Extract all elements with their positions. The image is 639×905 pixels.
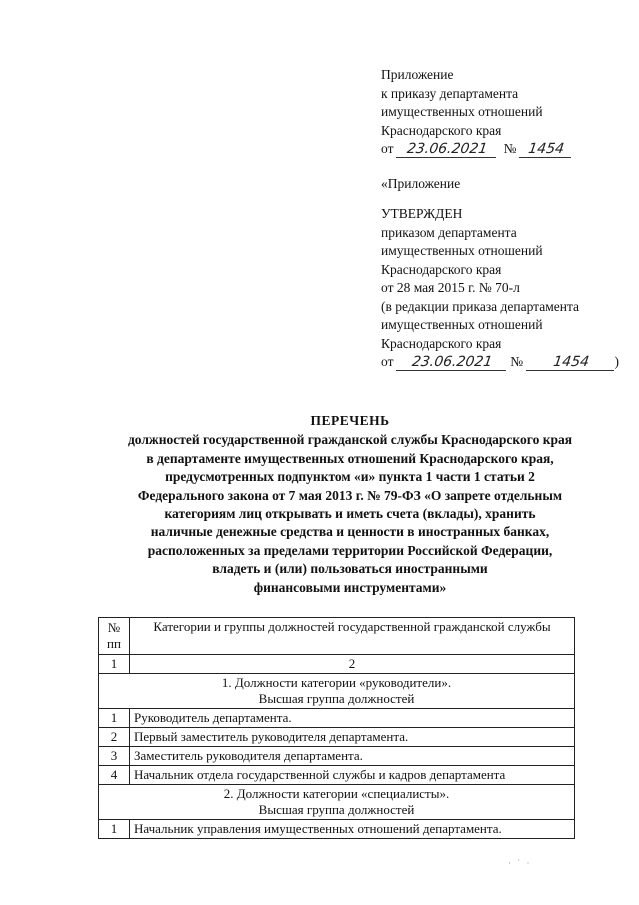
column-number: 2 (130, 655, 575, 674)
approval-line: приказом департамента (381, 224, 517, 240)
quoted-appendix-label: «Приложение (381, 176, 461, 191)
title-line: финансовыми инструментами» (253, 579, 447, 595)
row-number: 1 (99, 709, 130, 728)
approval-block (381, 205, 619, 372)
appendix-line: Краснодарского края (381, 122, 502, 138)
handwritten-date: 23.06.2021 (396, 142, 498, 158)
approval-line: Краснодарского края (381, 261, 502, 277)
approval-line: (в редакции приказа департамента (381, 298, 580, 314)
column-number-row (99, 655, 575, 674)
row-text: Первый заместитель руководителя департамента. (130, 728, 575, 747)
section-cell (99, 674, 575, 709)
row-text: Заместитель руководителя департамента. (130, 747, 575, 766)
title-heading: ПЕРЕЧЕНЬ (310, 413, 390, 428)
title-line: должностей государственной гражданской службы Краснодарского края (127, 432, 573, 448)
title-line: в департаменте имущественных отношений Краснодарского края, (146, 450, 554, 466)
approval-line: от 28 мая 2015 г. № 70-л (381, 280, 520, 295)
table-row (99, 766, 575, 785)
date-prefix: от (381, 354, 394, 369)
closing-parenthesis: ) (614, 354, 619, 369)
section-row (99, 674, 575, 709)
number-prefix: № (510, 354, 524, 369)
appendix-reference (381, 66, 572, 159)
row-text: Начальник отдела государственной службы и кадров департамента (130, 766, 575, 785)
row-number: 1 (99, 820, 130, 839)
row-text: Начальник управления имущественных отношений департамента. (130, 820, 575, 839)
approval-line: имущественных отношений (381, 317, 543, 332)
title-line: наличные денежные средства и ценности в иностранных банках, (150, 524, 550, 540)
appendix-line: Приложение (381, 67, 454, 82)
date-prefix: от (381, 141, 394, 156)
table-row (99, 709, 575, 728)
handwritten-number: 1454 (519, 142, 573, 158)
approval-line: имущественных отношений (381, 243, 543, 258)
row-number: 4 (99, 766, 130, 785)
table-row (99, 747, 575, 766)
title-line: Федерального закона от 7 мая 2013 г. № 79-ФЗ «О запрете отдельным (137, 487, 563, 503)
scan-specks-decoration: · ˙ · (508, 858, 532, 868)
approval-heading: УТВЕРЖДЕН (381, 206, 463, 221)
header-category: Категории и группы должностей государственной гражданской службы (130, 618, 575, 655)
table-header-row (99, 618, 575, 655)
approval-line: Краснодарского края (381, 335, 502, 351)
handwritten-number: 1454 (525, 355, 615, 371)
appendix-date-line (381, 140, 572, 159)
approval-date-line (381, 353, 619, 372)
column-number: 1 (99, 655, 130, 674)
row-text: Руководитель департамента. (130, 709, 575, 728)
title-line: категориям лиц открывать и иметь счета (вклады), хранить (164, 506, 536, 522)
number-prefix: № (503, 141, 517, 156)
table-row (99, 728, 575, 747)
title-line: предусмотренных подпунктом «и» пункта 1 части 1 статьи 2 (165, 469, 535, 485)
title-line: расположенных за пределами территории Российской Федерации, (147, 542, 553, 558)
header-number: № пп (99, 618, 130, 655)
positions-table (98, 617, 575, 839)
table-row (99, 820, 575, 839)
section-title: 2. Должности категории «специалисты». (223, 786, 450, 801)
section-cell (99, 785, 575, 820)
section-row (99, 785, 575, 820)
section-group: Высшая группа должностей (258, 802, 415, 817)
section-title: 1. Должности категории «руководители». (221, 675, 452, 690)
title-line: владеть и (или) пользоваться иностранными (212, 561, 488, 577)
section-group: Высшая группа должностей (258, 691, 415, 706)
appendix-line: к приказу департамента (381, 85, 519, 101)
row-number: 3 (99, 747, 130, 766)
document-title (80, 412, 620, 597)
row-number: 2 (99, 728, 130, 747)
handwritten-date: 23.06.2021 (396, 355, 508, 371)
appendix-line: имущественных отношений (381, 104, 543, 119)
